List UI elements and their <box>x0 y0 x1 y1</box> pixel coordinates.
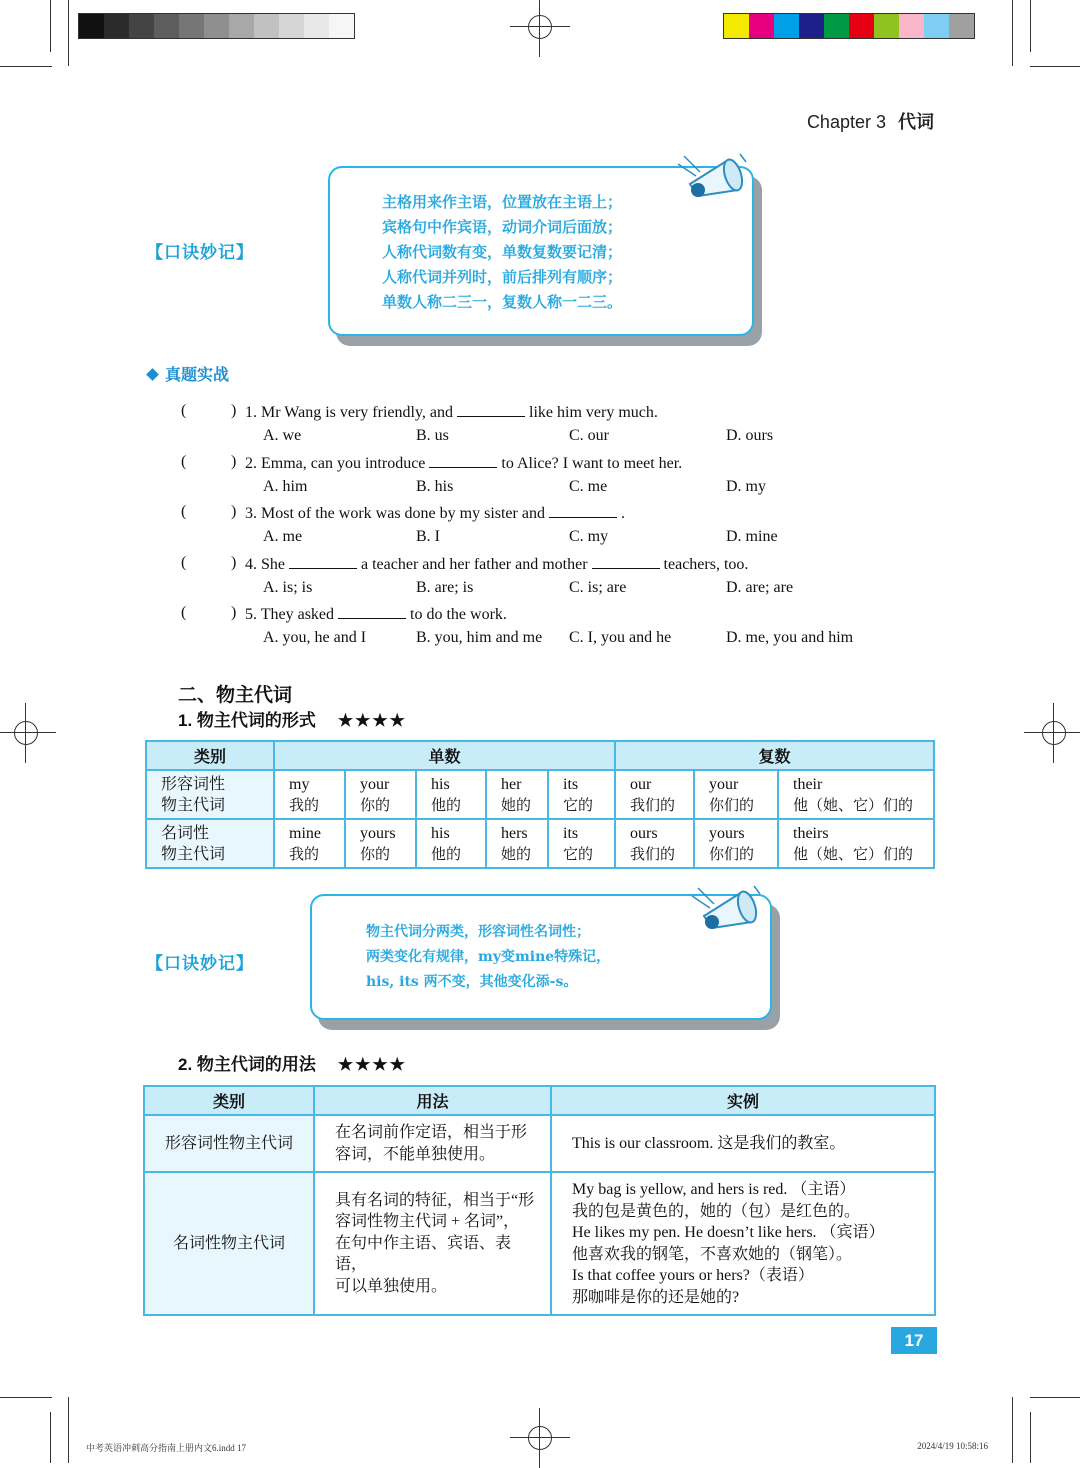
answer-option: B. us <box>416 427 449 444</box>
color-calibration-strip <box>723 13 975 39</box>
pronoun-english: her <box>501 775 522 793</box>
answer-option: C. my <box>569 528 609 545</box>
answer-option: B. I <box>416 528 440 545</box>
pronoun-chinese: 它的 <box>563 795 594 814</box>
mnemonic-line: 人称代词并列时，前后排列有顺序； <box>382 268 623 286</box>
answer-option: D. ours <box>726 427 774 444</box>
pronoun-chinese: 你的 <box>360 844 391 863</box>
answer-paren-close: ) <box>231 604 237 621</box>
pronoun-english: its <box>563 824 579 842</box>
chapter-number: Chapter 3 <box>806 112 886 132</box>
example-line: My bag is yellow, and hers is red. （主语） <box>572 1181 856 1198</box>
pronoun-english: ours <box>630 824 658 842</box>
practice-heading-text: 真题实战 <box>165 367 230 384</box>
swatch <box>279 14 304 38</box>
answer-blank <box>429 453 497 468</box>
example-cell <box>551 1172 935 1315</box>
question-text: . <box>620 505 625 522</box>
answer-blank <box>592 554 660 569</box>
pronoun-english: his <box>431 775 450 793</box>
pronoun-english: his <box>431 824 450 842</box>
example-line: This is our classroom. 这是我们的教室。 <box>572 1134 846 1152</box>
table-category-cell <box>146 770 274 819</box>
pronoun-chinese: 我的 <box>289 795 320 814</box>
answer-option: C. our <box>569 427 609 444</box>
mnemonic-lines <box>366 920 610 995</box>
question-text: 3. Most of the work was done by my sister and <box>245 505 545 522</box>
question-text: 4. She <box>245 555 285 573</box>
answer-option: A. we <box>263 427 302 444</box>
chapter-topic: 代词 <box>898 112 934 132</box>
answer-option: B. his <box>416 477 454 495</box>
pronoun-chinese: 你们的 <box>709 844 755 863</box>
question-stem <box>245 554 748 574</box>
table-cell <box>778 770 934 819</box>
pronoun-chinese: 我们的 <box>630 795 676 814</box>
table-cell <box>416 819 486 868</box>
pronoun-chinese: 他的 <box>431 795 462 814</box>
pronoun-english: hers <box>501 824 528 842</box>
question-text: 1. Mr Wang is very friendly, and <box>245 404 453 421</box>
pronoun-english: your <box>360 775 390 793</box>
subsection-title-text: 2. 物主代词的用法 <box>178 1055 316 1074</box>
table-cell <box>416 770 486 819</box>
example-line: 他喜欢我的钢笔，不喜欢她的（钢笔）。 <box>572 1245 853 1263</box>
answer-paren-open: ( <box>181 452 187 470</box>
pronoun-chinese: 他的 <box>431 844 462 863</box>
answer-paren-open: ( <box>181 604 187 621</box>
swatch <box>329 14 354 38</box>
mnemonic-line: 单数人称二三一，复数人称一二三。 <box>382 293 623 311</box>
answer-option: A. is; is <box>263 578 313 596</box>
mnemonic-label: 【口诀妙记】 <box>146 954 254 973</box>
usage-line: 在句中作主语、宾语、表语， <box>335 1234 512 1274</box>
subsection-title-usage <box>178 1050 407 1075</box>
table-row <box>146 819 934 868</box>
pronoun-english: its <box>563 775 579 793</box>
example-line: He likes my pen. He doesn’t like hers. （宾语） <box>572 1224 885 1241</box>
mnemonic-line: 两类变化有规律，my变mine特殊记， <box>366 949 611 965</box>
table-cell <box>778 819 934 868</box>
mnemonic-line: his, its 两不变，其他变化添-s。 <box>366 974 578 990</box>
table-cell <box>345 770 416 819</box>
swatch <box>774 14 799 38</box>
subsection-title-forms <box>178 706 407 731</box>
cell-text: 物主代词 <box>161 796 226 814</box>
megaphone-icon <box>676 150 756 210</box>
pronoun-english: yours <box>709 824 745 842</box>
swatch <box>949 14 974 38</box>
answer-blank <box>457 402 525 417</box>
table-header-cell: 单数 <box>274 741 615 770</box>
table-row <box>144 1172 935 1315</box>
cell-text: 名词性 <box>161 824 210 842</box>
swatch <box>129 14 154 38</box>
usage-line: 容词性物主代词 + 名词”， <box>335 1213 520 1231</box>
answer-paren-close: ) <box>231 402 237 419</box>
table-header-cell: 类别 <box>144 1086 314 1115</box>
question-stem <box>245 453 682 473</box>
pronoun-chinese: 他（她、它）们的 <box>793 844 914 863</box>
table-cell <box>548 819 615 868</box>
cell-text: 形容词性 <box>161 775 226 793</box>
subsection-title-text: 1. 物主代词的形式 <box>178 711 316 730</box>
answer-blank <box>338 604 406 619</box>
cell-text: 物主代词 <box>161 845 226 863</box>
registration-mark-bottom <box>520 1418 560 1458</box>
table-header-row <box>146 741 934 770</box>
table-cell <box>274 819 345 868</box>
question-text: teachers, too. <box>663 555 749 573</box>
footer-timestamp: 2024/4/19 10:58:16 <box>917 1441 988 1451</box>
question-stem <box>245 604 507 624</box>
answer-paren-close: ) <box>231 553 237 571</box>
answer-option: A. me <box>263 528 303 545</box>
footer-filename: 中考英语冲刺高分指南上册内文6.indd 17 <box>86 1443 247 1453</box>
table-cell <box>615 770 694 819</box>
table-header-cell: 实例 <box>551 1086 935 1115</box>
answer-paren-open: ( <box>181 402 187 419</box>
pronoun-chinese: 你们的 <box>709 795 755 814</box>
table-category-cell: 形容词性物主代词 <box>144 1115 314 1172</box>
pronoun-english: theirs <box>793 824 829 842</box>
question-text: to Alice? I want to meet her. <box>501 454 683 472</box>
answer-paren-open: ( <box>181 503 187 520</box>
question-text: to do the work. <box>410 606 507 623</box>
table-cell <box>345 819 416 868</box>
pronoun-english: their <box>793 775 823 793</box>
megaphone-icon <box>690 882 770 942</box>
question-text: a teacher and her father and mother <box>361 555 588 573</box>
usage-line: 容词，不能单独使用。 <box>335 1145 496 1163</box>
answer-blank <box>549 503 617 518</box>
answer-option: D. me, you and him <box>726 629 854 646</box>
practice-heading <box>148 362 229 385</box>
pronoun-english: our <box>630 775 652 793</box>
section-title: 二、物主代词 <box>178 685 293 706</box>
table-header-cell: 类别 <box>146 741 274 770</box>
swatch <box>79 14 104 38</box>
usage-line: 可以单独使用。 <box>335 1277 448 1295</box>
answer-blank <box>289 554 357 569</box>
pronoun-chinese: 你的 <box>360 795 391 814</box>
answer-option: C. me <box>569 477 608 495</box>
swatch <box>304 14 329 38</box>
swatch <box>724 14 749 38</box>
table-cell <box>486 770 548 819</box>
swatch <box>154 14 179 38</box>
mnemonic-line: 物主代词分两类，形容词性名词性； <box>366 924 590 940</box>
answer-paren-close: ) <box>231 503 237 520</box>
table-header-cell: 复数 <box>615 741 934 770</box>
mnemonic-line: 宾格句中作宾语，动词介词后面放； <box>382 218 623 236</box>
answer-option: A. him <box>263 477 308 495</box>
answer-option: A. you, he and I <box>263 629 367 646</box>
question-stem <box>245 503 625 523</box>
swatch <box>899 14 924 38</box>
registration-mark-left <box>6 713 46 753</box>
example-line: Is that coffee yours or hers?（表语） <box>572 1267 814 1284</box>
mnemonic-line: 人称代词数有变，单数复数要记清； <box>382 243 623 261</box>
question-text: 2. Emma, can you introduce <box>245 454 426 472</box>
possessive-usage-table <box>143 1085 936 1316</box>
table-cell <box>274 770 345 819</box>
table-row <box>144 1115 935 1172</box>
importance-stars: ★★★★ <box>337 1055 407 1074</box>
pronoun-chinese: 我们的 <box>630 844 676 863</box>
answer-paren-close: ) <box>231 452 237 470</box>
mnemonic-line: 主格用来作主语，位置放在主语上； <box>382 193 623 211</box>
table-cell <box>548 770 615 819</box>
possessive-forms-table <box>145 740 935 869</box>
pronoun-chinese: 它的 <box>563 844 594 863</box>
usage-line: 具有名词的特征，相当于“形 <box>335 1191 535 1209</box>
pronoun-english: mine <box>289 824 321 842</box>
example-line: 那咖啡是你的还是她的? <box>572 1288 740 1306</box>
swatch <box>204 14 229 38</box>
page-number: 17 <box>891 1327 937 1354</box>
mnemonic-lines <box>382 190 622 315</box>
answer-option: B. are; is <box>416 578 474 596</box>
pronoun-chinese: 我的 <box>289 844 320 863</box>
answer-option: D. are; are <box>726 578 794 596</box>
registration-mark-right <box>1034 713 1074 753</box>
table-cell <box>486 819 548 868</box>
table-cell <box>694 819 778 868</box>
swatch <box>254 14 279 38</box>
example-line: 我的包是黄色的，她的（包）是红色的。 <box>572 1202 861 1220</box>
swatch <box>104 14 129 38</box>
table-cell <box>694 770 778 819</box>
usage-cell <box>314 1115 551 1172</box>
answer-option: C. I, you and he <box>569 629 672 646</box>
usage-cell <box>314 1172 551 1315</box>
pronoun-english: my <box>289 775 310 793</box>
swatch <box>924 14 949 38</box>
swatch <box>749 14 774 38</box>
answer-paren-open: ( <box>181 553 187 571</box>
table-category-cell <box>146 819 274 868</box>
usage-line: 在名词前作定语，相当于形 <box>335 1124 528 1141</box>
swatch <box>799 14 824 38</box>
answer-option: B. you, him and me <box>416 629 543 646</box>
importance-stars: ★★★★ <box>337 711 407 730</box>
swatch <box>229 14 254 38</box>
table-row <box>146 770 934 819</box>
table-header-cell: 用法 <box>314 1086 551 1115</box>
table-cell <box>615 819 694 868</box>
table-category-cell: 名词性物主代词 <box>144 1172 314 1315</box>
answer-option: D. mine <box>726 528 778 545</box>
question-text: 5. They asked <box>245 606 335 623</box>
gray-calibration-strip <box>78 13 355 39</box>
registration-mark-top <box>520 7 560 47</box>
pronoun-english: your <box>709 775 739 793</box>
answer-option: D. my <box>726 477 766 495</box>
pronoun-english: yours <box>360 824 396 842</box>
swatch <box>874 14 899 38</box>
example-cell <box>551 1115 935 1172</box>
swatch <box>849 14 874 38</box>
question-stem <box>245 402 658 422</box>
chapter-header <box>807 108 934 134</box>
pronoun-chinese: 她的 <box>501 844 532 863</box>
mnemonic-label: 【口诀妙记】 <box>146 243 254 262</box>
answer-option: C. is; are <box>569 578 627 596</box>
pronoun-chinese: 她的 <box>501 795 532 814</box>
question-text: like him very much. <box>529 404 658 421</box>
pronoun-chinese: 他（她、它）们的 <box>793 795 914 814</box>
table-header-row <box>144 1086 935 1115</box>
swatch <box>824 14 849 38</box>
swatch <box>179 14 204 38</box>
